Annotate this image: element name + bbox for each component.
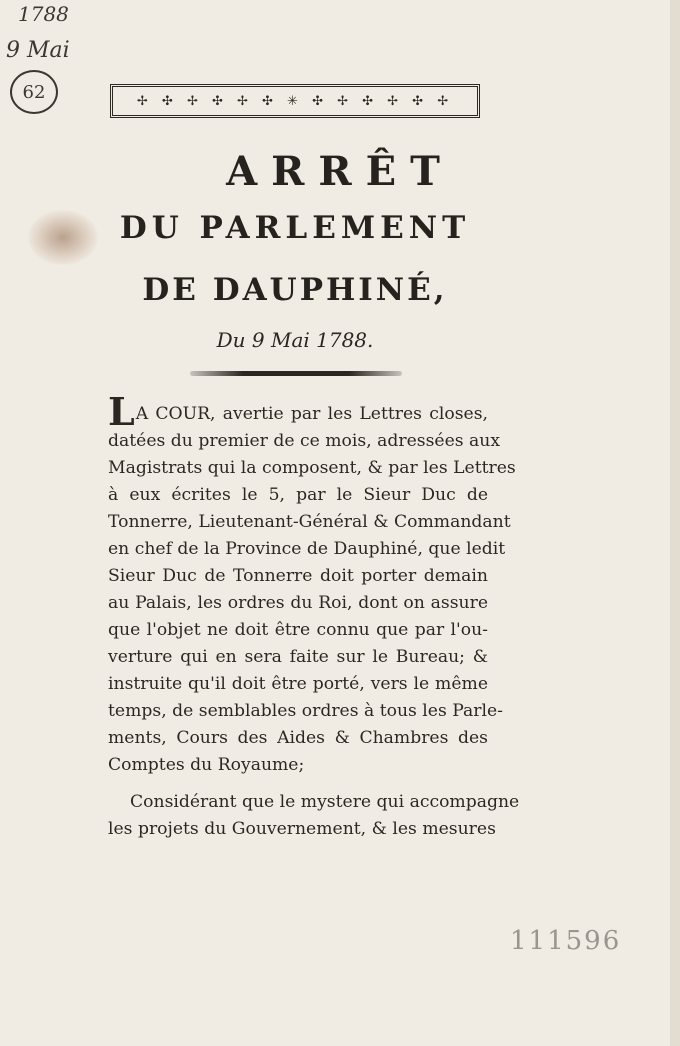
text-line: ments, Cours des Aides & Chambres des <box>108 728 488 748</box>
document-date: Du 9 Mai 1788. <box>216 328 374 352</box>
text-line: temps, de semblables ordres à tous les Parle- <box>108 701 503 721</box>
text-line: Tonnerre, Lieutenant-Général & Commandant <box>108 512 511 532</box>
text-line: que l'objet ne doit être connu que par l'ou- <box>108 620 488 640</box>
text-line: à eux écrites le 5, par le Sieur Duc de <box>108 485 488 505</box>
stain <box>28 210 98 265</box>
handwritten-year: 1788 <box>18 2 69 26</box>
text-line <box>108 389 488 434</box>
title-arret: ARRÊT <box>226 148 454 195</box>
divider-rule <box>190 371 402 376</box>
text-line-content: A COUR, avertie par les Lettres closes, <box>135 404 488 424</box>
title-dauphine: DE DAUPHINÉ, <box>142 272 448 308</box>
text-line: Magistrats qui la composent, & par les Lettres <box>108 458 516 478</box>
text-line: les projets du Gouvernement, & les mesures <box>108 819 496 839</box>
text-line: Sieur Duc de Tonnerre doit porter demain <box>108 566 488 586</box>
text-line: Comptes du Royaume; <box>108 755 305 775</box>
ornament-border: ✢ ✣ ✢ ✣ ✢ ✣ ✳ ✣ ✢ ✣ ✢ ✣ ✢ <box>110 84 480 118</box>
text-line: au Palais, les ordres du Roi, dont on assure <box>108 593 488 613</box>
catalog-stamp: 111596 <box>510 926 622 956</box>
dropcap: L <box>108 389 135 434</box>
paragraph-2 <box>108 789 520 843</box>
text-line: en chef de la Province de Dauphiné, que ledit <box>108 539 506 559</box>
handwritten-number: 62 <box>10 70 58 114</box>
text-line: Considérant que le mystere qui accompagne <box>130 792 520 812</box>
title-parlement: DU PARLEMENT <box>119 210 471 246</box>
text-line: datées du premier de ce mois, adressées aux <box>108 431 501 451</box>
text-line: instruite qu'il doit être porté, vers le même <box>108 674 488 694</box>
text-line: verture qui en sera faite sur le Bureau; & <box>108 647 488 667</box>
handwritten-day: 9 Mai <box>6 38 70 63</box>
paragraph-1 <box>108 389 516 779</box>
body-text <box>108 389 520 843</box>
